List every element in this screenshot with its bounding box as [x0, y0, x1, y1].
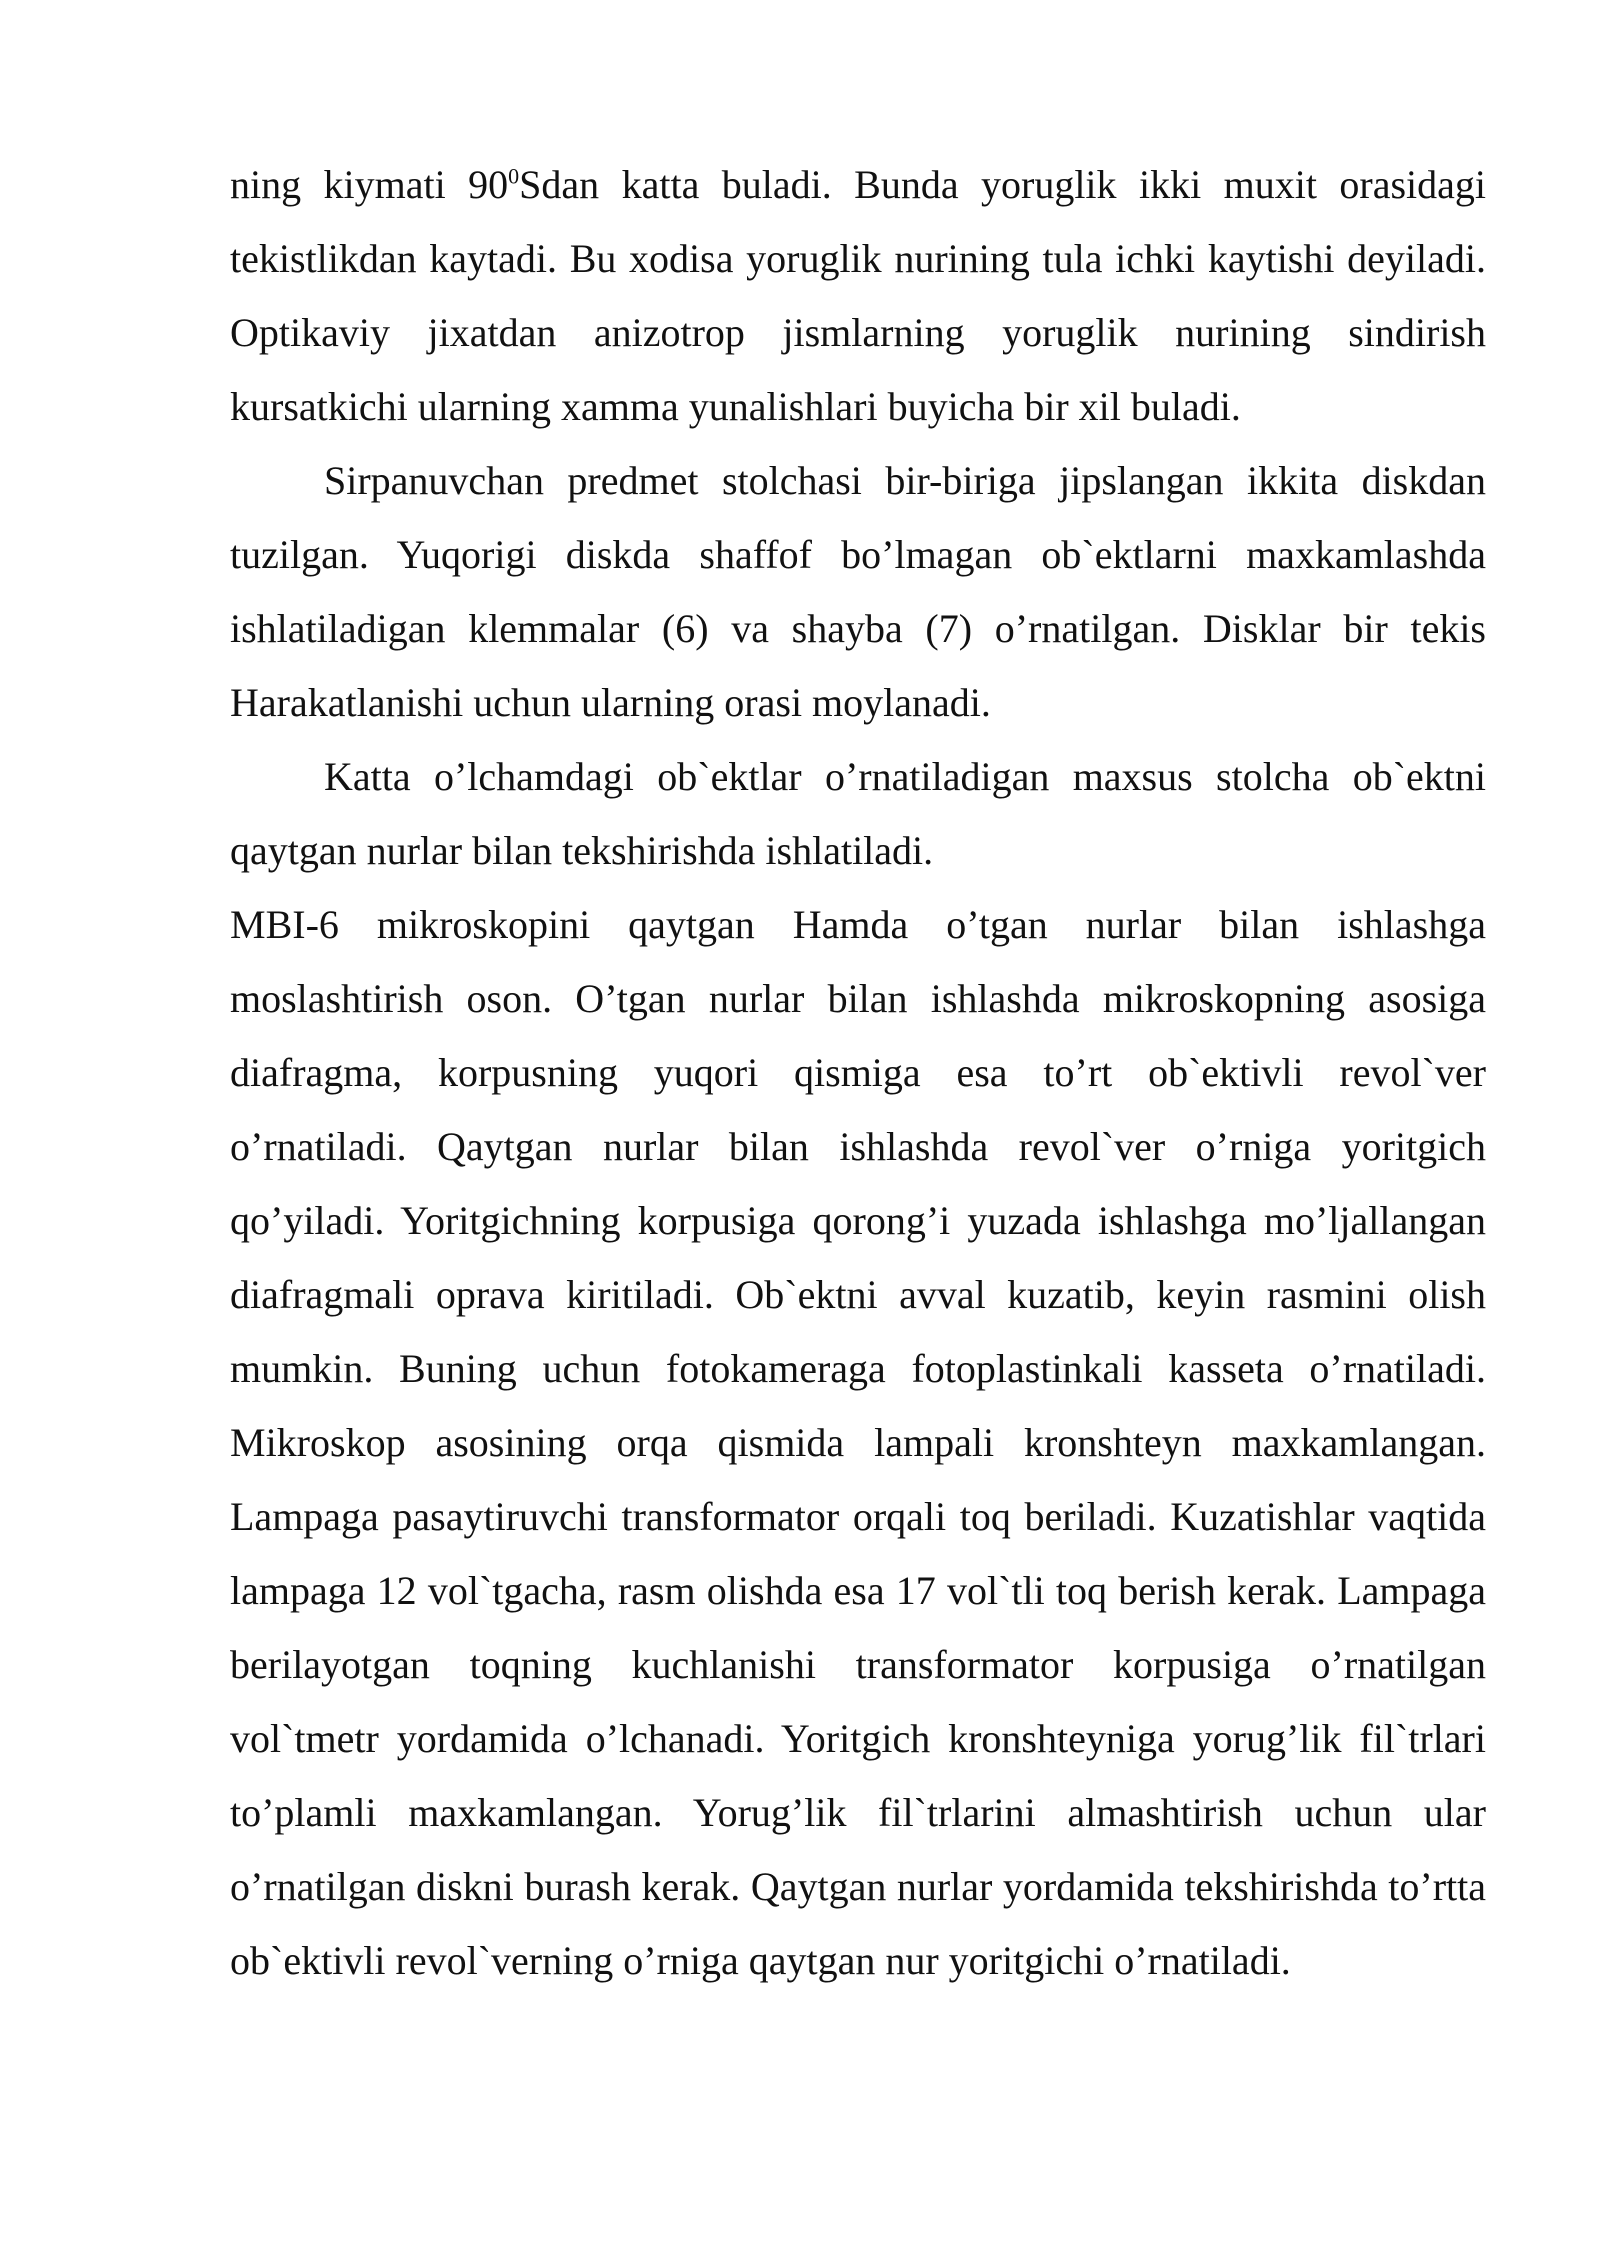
paragraph-3: Katta o’lchamdagi ob`ektlar o’rnatiladigan maxsus stolcha ob`ektni qaytgan nurlar bilan tekshirishda ishlatiladi. — [230, 754, 1486, 873]
degree-superscript: 0 — [508, 163, 520, 189]
paragraph-1-start: ning kiymati 90 — [230, 162, 509, 207]
paragraph-4: MBI-6 mikroskopini qaytgan Hamda o’tgan nurlar bilan ishlashga moslashtirish oson. O’tgan nurlar bilan ishlashda mikroskopning asosiga diafragma, korpusning yuqori qismiga esa to’rt ob`ektivli revol`ver o’rnatiladi. Qaytgan nurlar bilan ishlashda revol`ver o’rniga yoritgich qo’yiladi. Yoritgichning korpusiga qorong’i yuzada ishlashga mo’ljallangan diafragmali oprava kiritiladi. Ob`ektni avval kuzatib, keyin rasmini olish mumkin. Buning uchun fotokameraga fotoplastinkali kasseta o’rnatiladi. Mikroskop asosining orqa qismida lampali kronshteyn maxkamlangan. Lampaga pasaytiruvchi transformator orqali toq beriladi. Kuzatishlar vaqtida lampaga 12 vol`tgacha, rasm olishda esa 17 vol`tli toq berish kerak. Lampaga berilayotgan toqning kuchlanishi transformator korpusiga o’rnatilgan vol`tmetr yordamida o’lchanadi. Yoritgich kronshteyniga yorug’lik fil`trlari to’plamli maxkamlangan. Yorug’lik fil`trlarini almashtirish uchun ular o’rnatilgan diskni burash kerak. Qaytgan nurlar yordamida tekshirishda to’rtta ob`ektivli revol`verning o’rniga qaytgan nur yoritgichi o’rnatiladi. — [230, 902, 1486, 1983]
paragraph-1-rest: Sdan katta buladi. Bunda yoruglik ikki muxit orasidagi tekistlikdan kaytadi. Bu xodisa yoruglik nurining tula ichki kaytishi deyiladi. Optikaviy jixatdan anizotrop jismlarning yoruglik nurining sindirish kursatkichi ularning xamma yunalishlari buyicha bir xil buladi. — [230, 162, 1486, 429]
document-page — [230, 148, 1486, 1998]
paragraph-1 — [230, 148, 1486, 444]
paragraph-2: Sirpanuvchan predmet stolchasi bir-biriga jipslangan ikkita diskdan tuzilgan. Yuqorigi diskda shaffof bo’lmagan ob`ektlarni maxkamlashda ishlatiladigan klemmalar (6) va shayba (7) o’rnatilgan. Disklar bir tekis Harakatlanishi uchun ularning orasi moylanadi. — [230, 458, 1486, 725]
